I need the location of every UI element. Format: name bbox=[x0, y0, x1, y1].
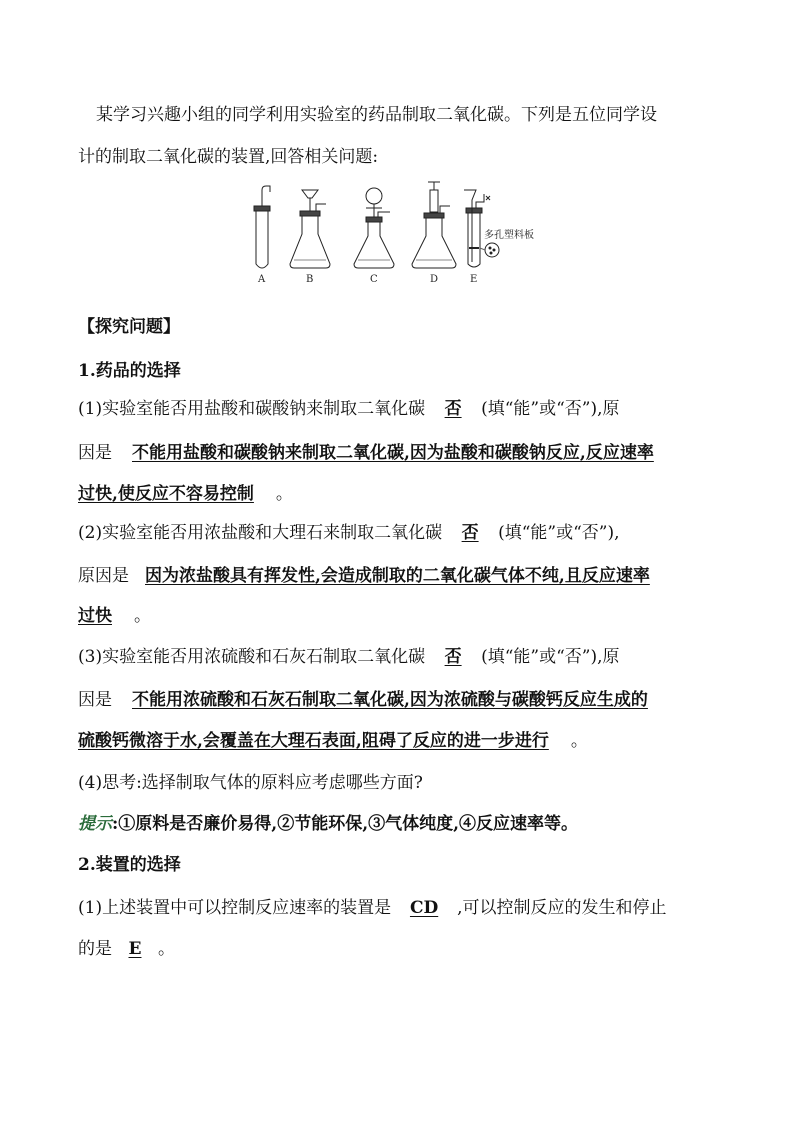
part1-q1-suffix: (填“能”或“否”),原 bbox=[481, 399, 620, 419]
part1-q3-line1 bbox=[78, 646, 620, 668]
apparatus-e-tube-porous-plate bbox=[464, 190, 499, 267]
part1-q3-reason-line2: 硫酸钙微溶于水,会覆盖在大理石表面,阻碍了反应的进一步进行 bbox=[78, 731, 549, 751]
apparatus-b-flask bbox=[290, 190, 330, 268]
part1-q1-reason-line1: 不能用盐酸和碳酸钠来制取二氧化碳,因为盐酸和碳酸钠反应,反应速率 bbox=[132, 443, 654, 463]
part2-q1-line1 bbox=[78, 897, 667, 919]
part1-q1-line1 bbox=[78, 398, 620, 420]
figure-label-e: E bbox=[470, 274, 478, 285]
part1-q2-line3 bbox=[78, 605, 151, 627]
part1-q2-end: 。 bbox=[134, 606, 151, 626]
part2-q1-middle: ,可以控制反应的发生和停止 bbox=[457, 898, 667, 918]
part1-q3-line2 bbox=[78, 689, 648, 711]
part2-q1-line2-prefix: 的是 bbox=[78, 939, 112, 959]
part1-q2-line2 bbox=[78, 565, 650, 587]
part2-q1-answer1: CD bbox=[409, 898, 439, 918]
figure-label-b: B bbox=[306, 274, 314, 285]
apparatus-c-flask-separatory-funnel bbox=[354, 188, 394, 268]
part1-q2-answer: 否 bbox=[461, 523, 479, 543]
part1-q3-end: 。 bbox=[570, 731, 588, 751]
part2-q1-answer2: E bbox=[128, 939, 142, 959]
part1-q1-line2 bbox=[78, 442, 654, 464]
part1-q2-reason-line2: 过快 bbox=[78, 606, 112, 626]
section-heading: 【探究问题】 bbox=[78, 317, 180, 337]
part1-q3-prefix: (3)实验室能否用浓硫酸和石灰石制取二氧化碳 bbox=[78, 647, 426, 667]
part1-q2-prefix: (2)实验室能否用浓盐酸和大理石来制取二氧化碳 bbox=[78, 523, 443, 543]
part1-q3-line3 bbox=[78, 730, 588, 752]
part1-title: 1.药品的选择 bbox=[78, 361, 181, 381]
part1-q2-line1 bbox=[78, 522, 620, 544]
apparatus-d-flask-syringe bbox=[412, 182, 456, 268]
figure-annotation-porous-plate: 多孔塑料板 bbox=[484, 230, 534, 241]
part2-q1-line2 bbox=[78, 938, 175, 960]
part1-q3-reason-line1: 不能用浓硫酸和石灰石制取二氧化碳,因为浓硫酸与碳酸钙反应生成的 bbox=[132, 690, 648, 710]
figure-label-c: C bbox=[370, 274, 378, 285]
part1-q3-reason-prefix: 因是 bbox=[78, 690, 112, 710]
intro-line-2: 计的制取二氧化碳的装置,回答相关问题: bbox=[78, 147, 379, 167]
part1-q2-reason-prefix: 原因是 bbox=[78, 566, 129, 586]
part1-q2-suffix: (填“能”或“否”), bbox=[498, 523, 620, 543]
part1-q4-question: (4)思考:选择制取气体的原料应考虑哪些方面? bbox=[78, 773, 423, 793]
part1-q3-answer: 否 bbox=[444, 647, 462, 667]
hint-label: 提示 bbox=[78, 814, 112, 834]
part1-q1-prefix: (1)实验室能否用盐酸和碳酸钠来制取二氧化碳 bbox=[78, 399, 426, 419]
intro-line-1: 某学习兴趣小组的同学利用实验室的药品制取二氧化碳。下列是五位同学设 bbox=[96, 105, 657, 125]
part1-q1-answer: 否 bbox=[444, 399, 462, 419]
part1-q1-end: 。 bbox=[275, 484, 293, 504]
part2-q1-prefix: (1)上述装置中可以控制反应速率的装置是 bbox=[78, 898, 392, 918]
figure-label-d: D bbox=[430, 274, 439, 285]
part1-q2-reason-line1: 因为浓盐酸具有挥发性,会造成制取的二氧化碳气体不纯,且反应速率 bbox=[145, 566, 650, 586]
part1-q1-reason-line2: 过快,使反应不容易控制 bbox=[78, 484, 254, 504]
part2-q1-end: 。 bbox=[158, 939, 175, 959]
figure-label-a: A bbox=[258, 274, 266, 285]
part2-title: 2.装置的选择 bbox=[78, 855, 181, 875]
part1-q1-line3 bbox=[78, 483, 293, 505]
apparatus-a-test-tube bbox=[254, 186, 270, 268]
apparatus-figure bbox=[240, 178, 560, 290]
part1-q1-reason-prefix: 因是 bbox=[78, 443, 112, 463]
part1-q3-suffix: (填“能”或“否”),原 bbox=[481, 647, 620, 667]
part1-q4-hint bbox=[78, 813, 578, 835]
hint-text: :①原料是否廉价易得,②节能环保,③气体纯度,④反应速率等。 bbox=[112, 814, 579, 834]
